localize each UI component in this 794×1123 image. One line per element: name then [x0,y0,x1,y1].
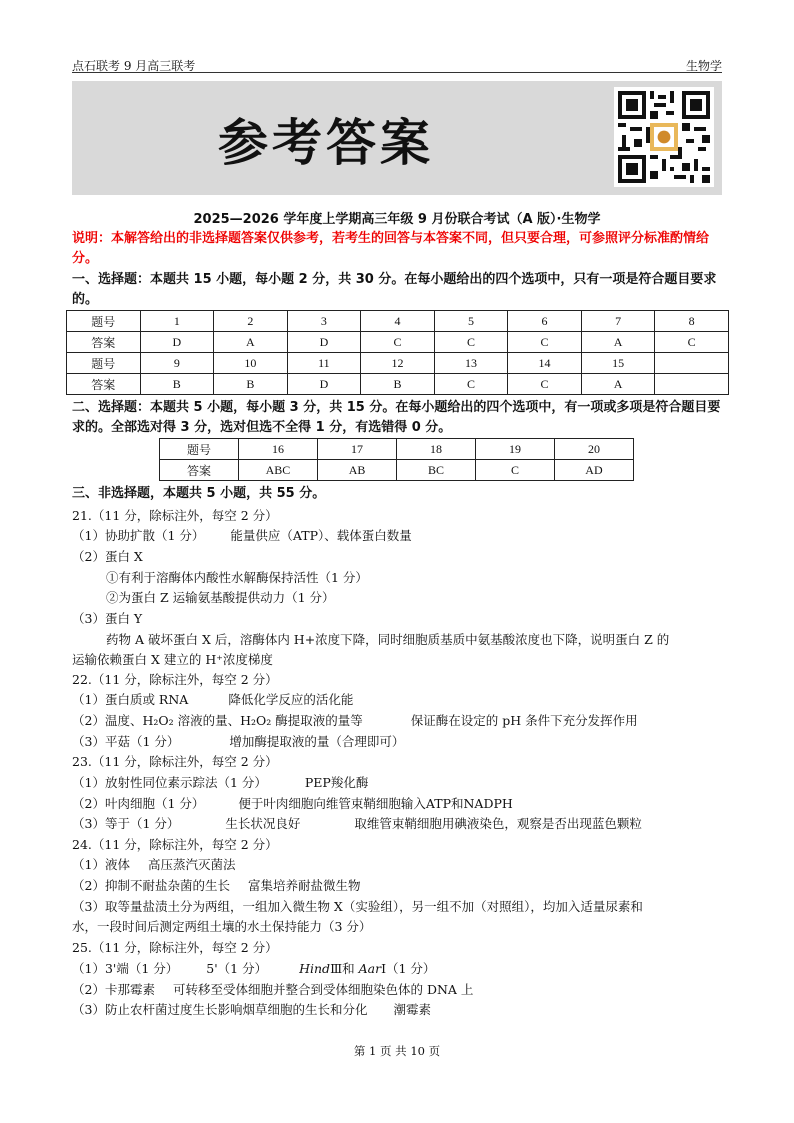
q21-heading: 21.（11 分，除标注外，每空 2 分） [72,508,278,523]
table-cell: D [140,332,214,353]
q23-answer-1 [72,774,368,792]
table-cell: 18 [397,439,476,460]
table-cell: 16 [238,439,317,460]
table-cell: C [508,332,582,353]
q23-answer-2 [72,795,513,813]
table-cell: 10 [214,353,288,374]
table-cell: 5 [434,311,508,332]
table-cell: 12 [361,353,435,374]
banner-title: 参考答案 [218,113,434,172]
q22-answer-2 [72,712,638,730]
table-cell [655,374,729,395]
answer-text: （3）等于（1 分） [72,816,180,831]
table-cell [655,353,729,374]
table-cell: 19 [476,439,555,460]
table-cell: B [361,374,435,395]
table-cell: C [655,332,729,353]
table-cell: 7 [581,311,655,332]
q25-heading: 25.（11 分，除标注外，每空 2 分） [72,940,278,955]
answer-text: （2）温度、H₂O₂ 溶液的量、H₂O₂ 酶提取液的量等 [72,713,363,728]
answer-text: （1）协助扩散（1 分） [72,528,205,543]
table-cell: 13 [434,353,508,374]
answer-text: PEP羧化酶 [304,775,369,790]
table-cell: 2 [214,311,288,332]
table-cell: BC [397,460,476,481]
enzyme-name: Aar [358,961,382,976]
q24-answer-3: （3）取等量盐渍土分为两组，一组加入微生物 X（实验组），另一组不加（对照组），均加入适量尿素和 [72,899,643,914]
answer-text: 保证酶在设定的 pH 条件下充分发挥作用 [410,713,638,728]
q25-answer-1 [72,960,435,978]
table-cell: C [434,374,508,395]
table-cell: A [581,374,655,395]
table-cell: C [476,460,555,481]
q25-answer-2 [72,981,473,999]
enzyme-name: Hind [299,961,331,976]
table-cell: 题号 [67,311,141,332]
q24-answer-1 [72,856,235,874]
table-cell: C [508,374,582,395]
table-cell: AD [554,460,633,481]
table-cell: 答案 [160,460,239,481]
answer-table-1 [66,310,729,395]
table-cell: 15 [581,353,655,374]
table-cell: D [287,332,361,353]
table-cell: C [361,332,435,353]
answer-text: Ⅲ和 [330,961,359,976]
table-cell: B [140,374,214,395]
q21-answer-3-text: 药物 A 破坏蛋白 X 后，溶酶体内 H+浓度下降，同时细胞质基质中氨基酸浓度也下降，说明蛋白 Z 的 [106,632,670,647]
q24-heading: 24.（11 分，除标注外，每空 2 分） [72,837,278,852]
table-cell: 8 [655,311,729,332]
answer-text: 富集培养耐盐微生物 [247,878,361,893]
q21-answer-1 [72,527,412,545]
q22-heading: 22.（11 分，除标注外，每空 2 分） [72,672,278,687]
section-3-heading: 三、非选择题，本题共 5 小题，共 55 分。 [72,486,326,501]
answer-text: （2）卡那霉素 [72,982,155,997]
answer-text: （1）3'端（1 分） [72,961,179,976]
answer-table-2 [159,438,634,481]
q23-heading: 23.（11 分，除标注外，每空 2 分） [72,754,278,769]
header-right: 生物学 [685,59,722,73]
exam-title: 2025—2026 学年度上学期高三年级 9 月份联合考试（A 版）·生物学 [193,212,601,227]
grading-note: 说明：本解答给出的非选择题答案仅供参考，若考生的回答与本答案不同，但只要合理，可参照评分标准酌情给分。 [72,231,710,266]
answer-text: 高压蒸汽灭菌法 [147,857,236,872]
table-cell: 17 [318,439,397,460]
answer-text: 便于叶肉细胞向维管束鞘细胞输入ATP和NADPH [238,796,513,811]
header-left: 点石联考 9 月高三联考 [72,59,196,73]
answer-text: （1）液体 [72,857,130,872]
table-cell: 答案 [67,332,141,353]
table-cell: C [434,332,508,353]
q23-answer-3 [72,815,642,833]
table-cell: 11 [287,353,361,374]
table-cell: 6 [508,311,582,332]
answer-text: 潮霉素 [393,1002,431,1017]
answer-text: （2）叶肉细胞（1 分） [72,796,205,811]
table-cell: 题号 [67,353,141,374]
q21-answer-2-ii: ②为蛋白 Z 运输氨基酸提供动力（1 分） [106,590,335,605]
table-cell: 9 [140,353,214,374]
table-row [67,374,729,395]
answer-text: 取维管束鞘细胞用碘液染色，观察是否出现蓝色颗粒 [354,816,642,831]
table-cell: 20 [554,439,633,460]
table-cell: 题号 [160,439,239,460]
answer-text: 可转移至受体细胞并整合到受体细胞染色体的 DNA 上 [172,982,474,997]
table-cell: 答案 [67,374,141,395]
q22-answer-1 [72,691,353,709]
page-header [72,55,722,73]
q25-answer-3 [72,1001,431,1019]
answer-text: （3）平菇（1 分） [72,734,180,749]
answer-text: （3）防止农杆菌过度生长影响烟草细胞的生长和分化 [72,1002,368,1017]
q21-answer-2-i: ①有利于溶酶体内酸性水解酶保持活性（1 分） [106,570,368,585]
table-cell: 3 [287,311,361,332]
table-cell: A [214,332,288,353]
table-row [67,332,729,353]
section-1-heading: 一、选择题：本题共 15 小题，每小题 2 分，共 30 分。在每小题给出的四个选项中，只有一项是符合题目要求的。 [72,272,717,307]
table-cell: AB [318,460,397,481]
answer-text: Ⅰ（1 分） [381,961,436,976]
table-cell: 1 [140,311,214,332]
answer-text: 增加酶提取液的量（合理即可） [229,734,405,749]
answer-text: 生长状况良好 [225,816,301,831]
table-row [160,460,634,481]
table-row [160,439,634,460]
page-footer: 第 1 页 共 10 页 [353,1044,441,1058]
answer-text: （1）蛋白质或 RNA [72,692,189,707]
q22-answer-3 [72,733,404,751]
table-row [67,353,729,374]
answer-text: 5'（1 分） [206,961,268,976]
table-cell: A [581,332,655,353]
table-cell: 4 [361,311,435,332]
q21-answer-2: （2）蛋白 X [72,549,143,564]
table-cell: ABC [238,460,317,481]
title-banner [72,81,722,195]
table-cell: B [214,374,288,395]
q24-answer-2 [72,877,360,895]
q21-answer-3-text-cont: 运输依赖蛋白 X 建立的 H⁺浓度梯度 [72,652,273,667]
section-2-heading: 二、选择题：本题共 5 小题，每小题 3 分，共 15 分。在每小题给出的四个选项中，有一项或多项是符合题目要求的。全部选对得 3 分，选对但选不全得 1 分，有选错得 0 分。 [72,400,721,435]
table-cell: 14 [508,353,582,374]
answer-text: 能量供应（ATP）、载体蛋白数量 [230,528,412,543]
table-row [67,311,729,332]
answer-text: 降低化学反应的活化能 [228,692,354,707]
qr-code-icon [614,87,714,187]
q24-answer-3-cont: 水，一段时间后测定两组土壤的水土保持能力（3 分） [72,919,372,934]
table-cell: D [287,374,361,395]
answer-text: （2）抑制不耐盐杂菌的生长 [72,878,230,893]
q21-answer-3: （3）蛋白 Y [72,611,143,626]
answer-text: （1）放射性同位素示踪法（1 分） [72,775,267,790]
